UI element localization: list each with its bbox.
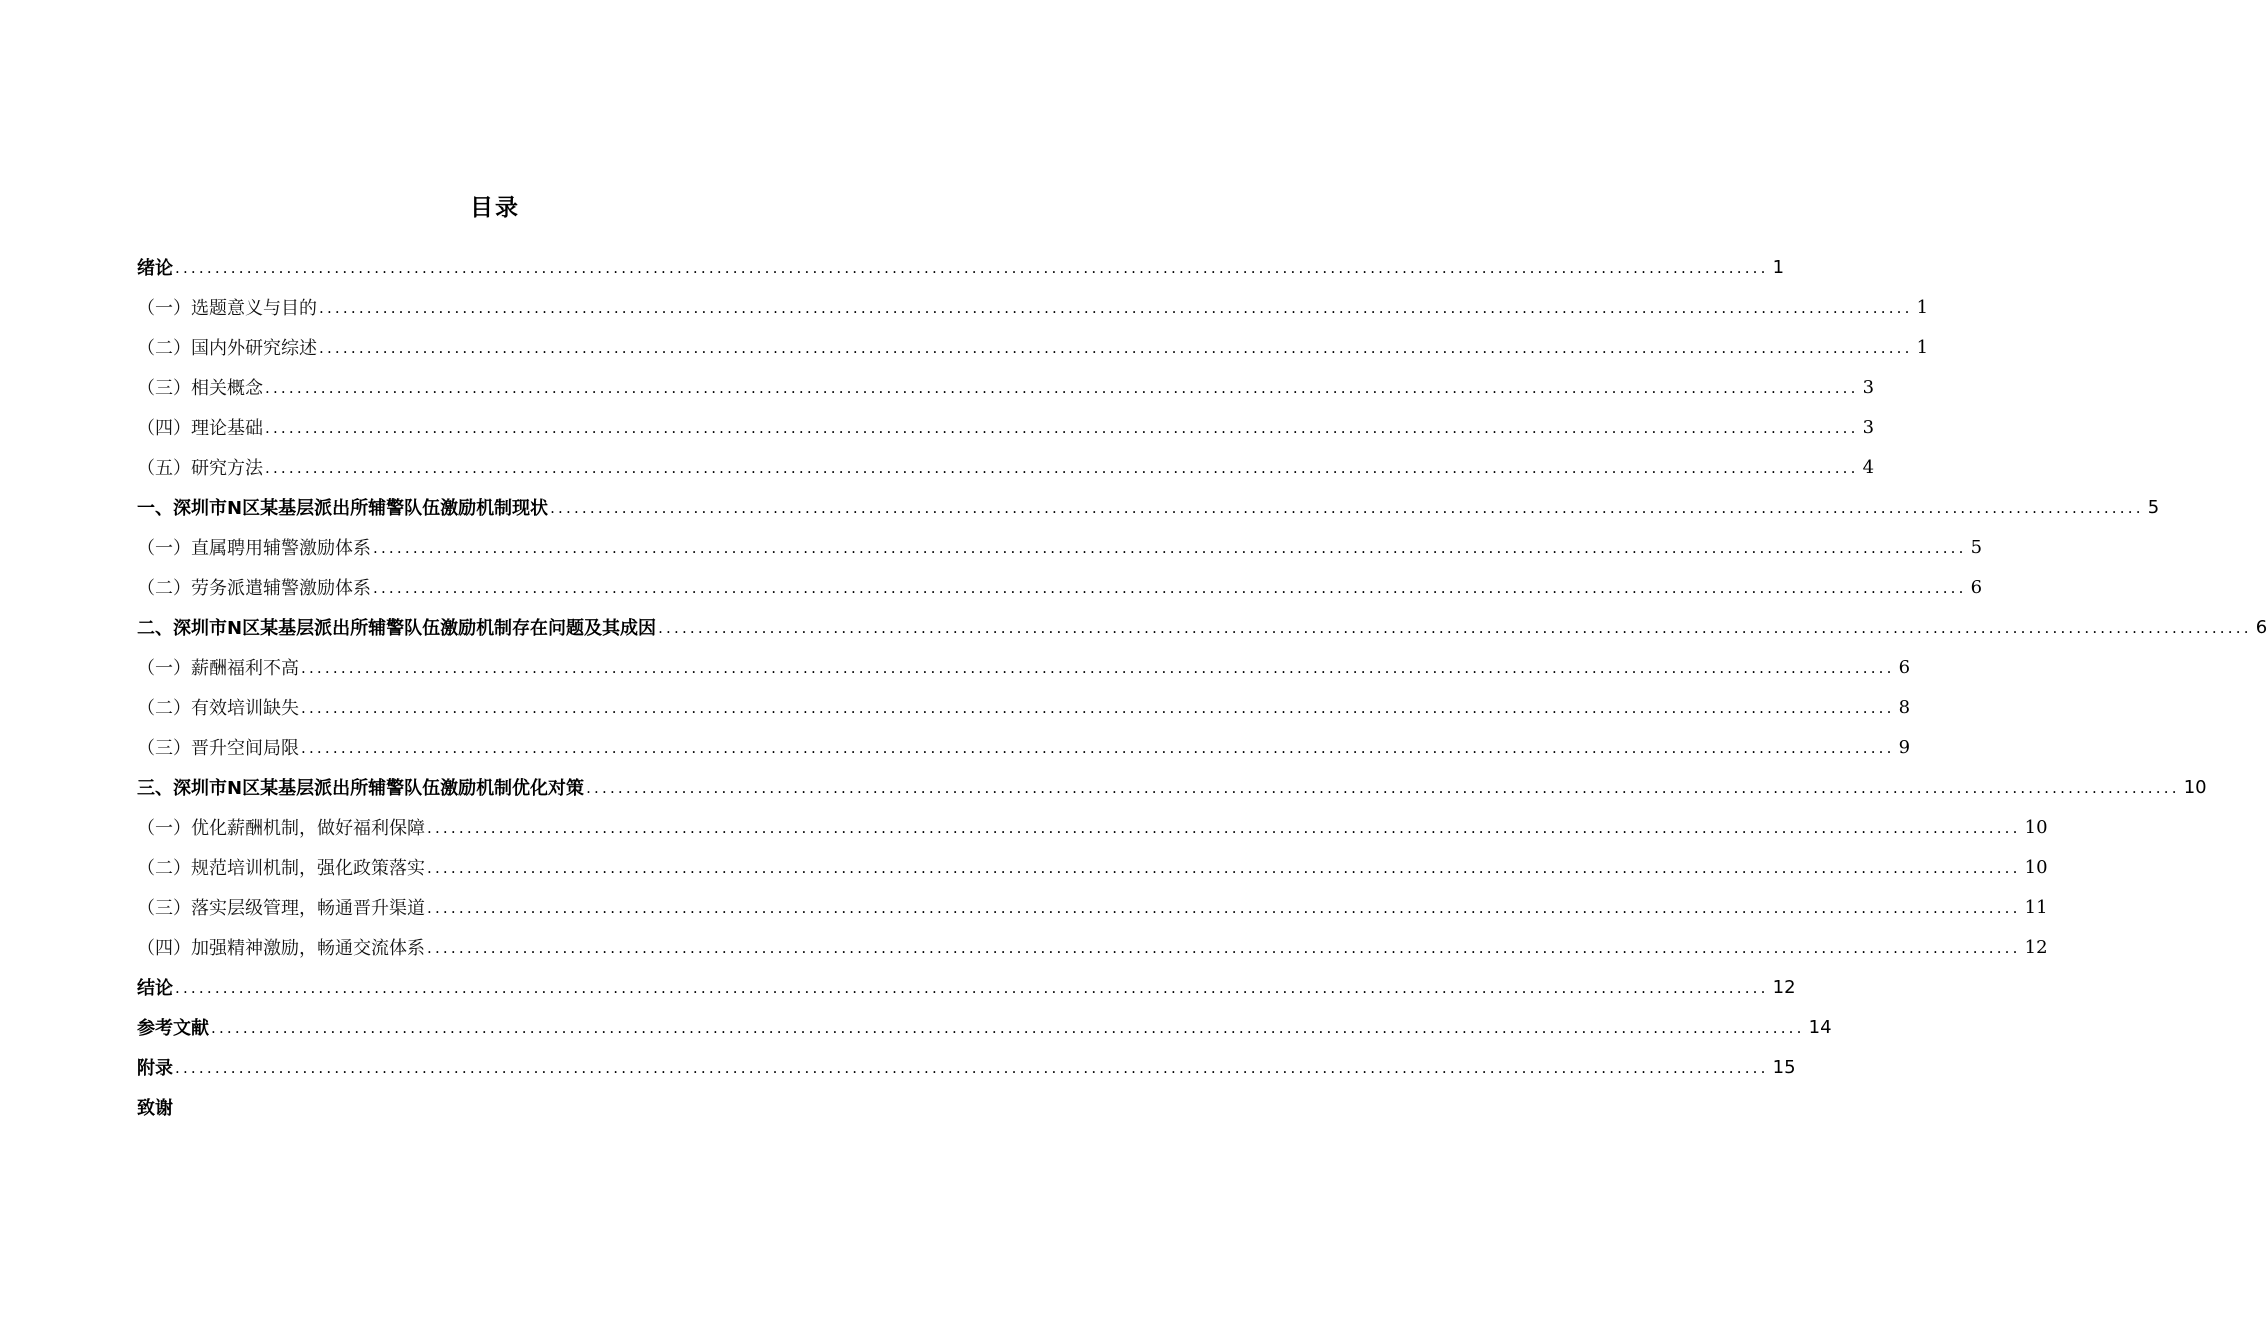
toc-entry[interactable] <box>137 332 1929 362</box>
toc-entry[interactable] <box>137 612 2267 642</box>
dot-leader: ........................................................................................................................................................................................................ <box>427 939 2021 957</box>
toc-entry[interactable] <box>137 452 1875 482</box>
toc-entry-label: 致谢 <box>137 1098 173 1119</box>
toc-page-number: 14 <box>1808 1016 1832 1038</box>
dot-leader: ........................................................................................................................................................................................................ <box>175 1059 1769 1077</box>
toc-page-number: 12 <box>1772 976 1796 998</box>
toc-entry-label: （四）加强精神激励，畅通交流体系 <box>137 938 425 959</box>
toc-entry[interactable] <box>137 1052 1796 1082</box>
dot-leader: ........................................................................................................................................................................................................ <box>175 979 1769 997</box>
toc-page-number: 5 <box>2147 496 2160 518</box>
toc-entry-label: 二、深圳市N区某基层派出所辅警队伍激励机制存在问题及其成因 <box>137 618 657 639</box>
toc-page-number: 3 <box>1862 416 1875 438</box>
dot-leader: ........................................................................................................................................................................................................ <box>265 459 1859 477</box>
dot-leader: ........................................................................................................................................................................................................ <box>319 299 1913 317</box>
toc-page-number: 8 <box>1898 696 1911 718</box>
dot-leader: ........................................................................................................................................................................................................ <box>373 579 1967 597</box>
dot-leader: ........................................................................................................................................................................................................ <box>301 699 1895 717</box>
toc-entry-label: 一、深圳市N区某基层派出所辅警队伍激励机制现状 <box>137 498 549 519</box>
dot-leader: ........................................................................................................................................................................................................ <box>301 659 1895 677</box>
toc-page-number: 10 <box>2024 816 2048 838</box>
toc-entry-label: （二）有效培训缺失 <box>137 698 299 719</box>
dot-leader: ........................................................................................................................................................................................................ <box>211 1019 1805 1037</box>
toc-entry-label: （二）国内外研究综述 <box>137 338 317 359</box>
dot-leader: ........................................................................................................................................................................................................ <box>373 539 1967 557</box>
dot-leader: ........................................................................................................................................................................................................ <box>427 859 2021 877</box>
toc-page-number: 12 <box>2024 936 2048 958</box>
toc-entry-label: 三、深圳市N区某基层派出所辅警队伍激励机制优化对策 <box>137 778 585 799</box>
toc-page-number: 15 <box>1772 1056 1796 1078</box>
toc-entry[interactable] <box>137 652 1911 682</box>
toc-entry[interactable] <box>137 892 2048 922</box>
toc-entry-label: （一）直属聘用辅警激励体系 <box>137 538 371 559</box>
toc-entry[interactable] <box>137 1012 1832 1042</box>
toc-entry[interactable] <box>137 252 1785 282</box>
toc-page-number: 10 <box>2024 856 2048 878</box>
toc-entry-label: （三）落实层级管理，畅通晋升渠道 <box>137 898 425 919</box>
toc-entry[interactable] <box>137 852 2048 882</box>
toc-entry-label: （一）薪酬福利不高 <box>137 658 299 679</box>
toc-page-number: 6 <box>1970 576 1983 598</box>
dot-leader: ........................................................................................................................................................................................................ <box>427 819 2021 837</box>
toc-page-number: 3 <box>1862 376 1875 398</box>
toc-entry[interactable] <box>137 812 2048 842</box>
toc-entry-label: （一）优化薪酬机制，做好福利保障 <box>137 818 425 839</box>
toc-entry[interactable] <box>137 572 1983 602</box>
toc-entry[interactable] <box>137 1092 852 1122</box>
toc-entry-label: 绪论 <box>137 258 173 279</box>
toc-entry[interactable] <box>137 692 1911 722</box>
toc-entry-label: （一）选题意义与目的 <box>137 298 317 319</box>
toc-entry-label: 附录 <box>137 1058 173 1079</box>
dot-leader: ........................................................................................................................................................................................................ <box>301 739 1895 757</box>
dot-leader: ........................................................................................................................................................................................................ <box>586 779 2180 797</box>
toc-title: 目录 <box>470 195 520 222</box>
toc-entry-label: （二）劳务派遣辅警激励体系 <box>137 578 371 599</box>
dot-leader: ........................................................................................................................................................................................................ <box>265 419 1859 437</box>
dot-leader: ........................................................................................................................................................................................................ <box>550 499 2144 517</box>
toc-entry-label: （二）规范培训机制，强化政策落实 <box>137 858 425 879</box>
toc-entry[interactable] <box>137 532 1983 562</box>
dot-leader: ........................................................................................................................................................................................................ <box>175 259 1769 277</box>
toc-entry-label: （三）晋升空间局限 <box>137 738 299 759</box>
toc-entry[interactable] <box>137 932 2048 962</box>
toc-page-number: 1 <box>1772 256 1785 278</box>
toc-page-number: 6 <box>1898 656 1911 678</box>
toc-entry[interactable] <box>137 972 1796 1002</box>
toc-entry[interactable] <box>137 772 2207 802</box>
dot-leader: ........................................................................................................................................................................................................ <box>427 899 2021 917</box>
toc-entry-label: （四）理论基础 <box>137 418 263 439</box>
toc-entry[interactable] <box>137 732 1911 762</box>
dot-leader: ........................................................................................................................................................................................................ <box>658 619 2252 637</box>
toc-page-number: 1 <box>1916 296 1929 318</box>
toc-page-number: 6 <box>2255 616 2267 638</box>
toc-entry[interactable] <box>137 292 1929 322</box>
toc-page-number: 4 <box>1862 456 1875 478</box>
toc-page-number: 9 <box>1898 736 1911 758</box>
toc-entry[interactable] <box>137 412 1875 442</box>
dot-leader: ........................................................................................................................................................................................................ <box>319 339 1913 357</box>
toc-page-number: 10 <box>2183 776 2207 798</box>
toc-entry[interactable] <box>137 492 2160 522</box>
toc-page-number: 5 <box>1970 536 1983 558</box>
toc-page-number: 11 <box>2024 896 2048 918</box>
dot-leader: ........................................................................................................................................................................................................ <box>265 379 1859 397</box>
toc-entry-label: 结论 <box>137 978 173 999</box>
toc-entry-label: （五）研究方法 <box>137 458 263 479</box>
toc-entry-label: 参考文献 <box>137 1018 209 1039</box>
toc-entry-label: （三）相关概念 <box>137 378 263 399</box>
toc-entry[interactable] <box>137 372 1875 402</box>
toc-page-number: 1 <box>1916 336 1929 358</box>
